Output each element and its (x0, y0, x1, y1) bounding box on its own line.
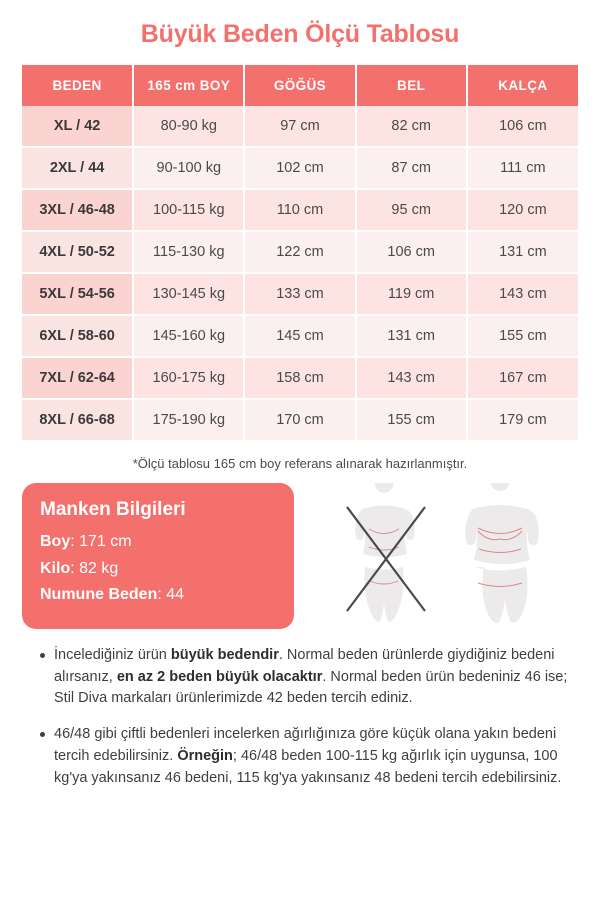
column-header-boy: 165 cm BOY (133, 65, 244, 106)
table-cell-size: XL / 42 (22, 106, 133, 147)
table-cell-size: 2XL / 44 (22, 147, 133, 189)
column-header-gogus: GÖĞÜS (244, 65, 355, 106)
body-text: . Normal beden ürünlerde giydiğiniz bedeni alırsanız, (54, 646, 555, 685)
table-cell-value: 133 cm (244, 273, 355, 315)
table-cell-value: 143 cm (356, 357, 467, 399)
table-cell-value: 122 cm (244, 231, 355, 273)
model-height-value: 171 cm (79, 533, 132, 550)
table-row (22, 399, 578, 441)
table-row (22, 147, 578, 189)
model-weight-value: 82 kg (79, 559, 119, 577)
column-header-kalca: KALÇA (467, 65, 578, 106)
table-row (22, 231, 578, 273)
table-cell-size: 6XL / 58-60 (22, 315, 133, 357)
table-cell-value: 145-160 kg (133, 315, 244, 357)
body-text: . Normal beden ürün bedeniniz 46 ise; Stil Diva markaları ürünlerimizde 42 beden tercih ediniz. (54, 668, 568, 707)
guidance-bullet-list (22, 645, 578, 790)
table-cell-value: 158 cm (244, 357, 355, 399)
table-cell-value: 130-145 kg (133, 273, 244, 315)
table-cell-value: 100-115 kg (133, 189, 244, 231)
table-cell-value: 155 cm (467, 315, 578, 357)
list-item (40, 645, 578, 710)
emphasis-text: Örneğin (177, 747, 233, 764)
table-cell-value: 155 cm (356, 399, 467, 441)
table-cell-value: 143 cm (467, 273, 578, 315)
table-cell-value: 131 cm (356, 315, 467, 357)
table-row (22, 315, 578, 357)
model-sample-size-row: Numune Beden: 44 (40, 586, 185, 604)
plus-size-figure-icon (445, 483, 555, 623)
table-row (22, 273, 578, 315)
table-cell-value: 80-90 kg (133, 106, 244, 147)
table-cell-size: 4XL / 50-52 (22, 231, 133, 273)
table-cell-value: 131 cm (467, 231, 578, 273)
page-title: Büyük Beden Ölçü Tablosu (140, 20, 460, 48)
model-info-card (22, 483, 294, 629)
table-cell-size: 5XL / 54-56 (22, 273, 133, 315)
emphasis-text: büyük bedendir (170, 646, 279, 663)
model-info-heading: Manken Bilgileri (40, 499, 186, 520)
model-height-row: Boy: 171 cm (40, 533, 132, 550)
body-text: İncelediğiniz ürün (54, 646, 171, 663)
table-cell-value: 111 cm (467, 147, 578, 189)
table-note: *Ölçü tablosu 165 cm boy referans alınarak hazırlanmıştır. (132, 456, 468, 471)
table-cell-value: 97 cm (244, 106, 355, 147)
emphasis-text: en az 2 beden büyük olacaktır (116, 668, 323, 685)
model-height-label: Boy (40, 533, 71, 550)
table-cell-value: 95 cm (356, 189, 467, 231)
model-weight-label: Kilo (40, 559, 71, 577)
table-cell-value: 110 cm (244, 189, 355, 231)
crossed-out-slim-figure-icon (329, 483, 439, 623)
table-cell-size: 3XL / 46-48 (22, 189, 133, 231)
table-header-row (22, 65, 578, 106)
table-cell-value: 119 cm (356, 273, 467, 315)
table-cell-value: 106 cm (467, 106, 578, 147)
body-text: 46/48 gibi çiftli bedenleri incelerken ağırlığınıza göre küçük olana yakın bedeni tercih edebilirsiniz. (54, 726, 557, 764)
table-row (22, 189, 578, 231)
model-weight-row: Kilo: 82 kg (40, 559, 119, 577)
model-info-section (22, 483, 578, 635)
table-cell-value: 179 cm (467, 399, 578, 441)
table-cell-value: 90-100 kg (133, 147, 244, 189)
table-cell-size: 7XL / 62-64 (22, 357, 133, 399)
model-sample-size-label: Numune Beden (40, 586, 158, 604)
size-table-head (22, 65, 578, 106)
table-cell-value: 170 cm (244, 399, 355, 441)
body-text: ; 46/48 beden 100-115 kg ağırlık için uygunsa, 100 kg'ya yakınsanız 46 bedeni, 115 kg'ya yakınsanız 48 bedeni tercih edebilirsiniz. (54, 747, 562, 786)
table-cell-value: 106 cm (356, 231, 467, 273)
table-cell-value: 82 cm (356, 106, 467, 147)
column-header-bel: BEL (356, 65, 467, 106)
table-cell-value: 160-175 kg (133, 357, 244, 399)
list-item (40, 724, 578, 789)
table-cell-value: 145 cm (244, 315, 355, 357)
size-table-body (22, 106, 578, 441)
column-header-beden: BEDEN (22, 65, 133, 106)
table-cell-value: 87 cm (356, 147, 467, 189)
model-sample-size-value: 44 (166, 586, 185, 604)
table-cell-value: 115-130 kg (133, 231, 244, 273)
table-cell-value: 120 cm (467, 189, 578, 231)
table-cell-value: 175-190 kg (133, 399, 244, 441)
table-row (22, 106, 578, 147)
table-row (22, 357, 578, 399)
size-table (22, 65, 578, 442)
figure-illustrations (306, 483, 578, 623)
table-cell-value: 102 cm (244, 147, 355, 189)
table-cell-size: 8XL / 66-68 (22, 399, 133, 441)
table-cell-value: 167 cm (467, 357, 578, 399)
